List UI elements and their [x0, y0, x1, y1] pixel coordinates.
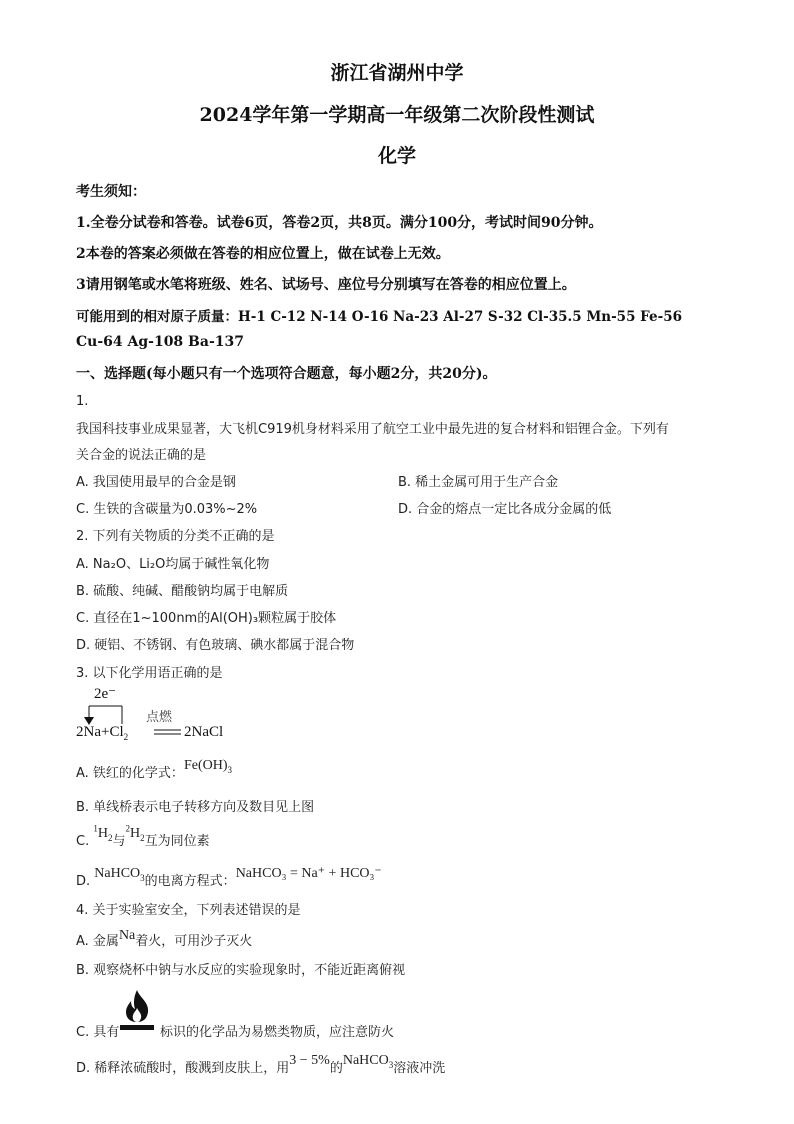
sodium-bicarbonate-solution: NaHCO$_3$ [342, 1053, 394, 1070]
q4-option-c-prefix: C. 具有 [76, 1025, 120, 1040]
subject-title: 化学 [377, 145, 416, 167]
q1-option-a: A. 我国使用最早的合金是钢 [76, 475, 236, 490]
exam-title: 2024学年第一学期高一年级第二次阶段性测试 [199, 104, 595, 126]
electron-transfer-equation [70, 684, 250, 746]
q3-option-b: B. 单线桥表示电子转移方向及数目见上图 [76, 800, 315, 815]
q3-stem: 3. 以下化学用语正确的是 [76, 666, 223, 681]
q1-number: 1. [76, 394, 89, 409]
q2-option-d: D. 硬铝、不锈钢、有色玻璃、碘水都属于混合物 [76, 638, 355, 653]
notice-item-3: 3请用钢笔或水笔将班级、姓名、试场号、座位号分别填写在答卷的相应位置上。 [76, 277, 576, 293]
atomic-masses-line-1: 可能用到的相对原子质量：H-1 C-12 N-14 O-16 Na-23 Al-27 S-32 Cl-35.5 Mn-55 Fe-56 [76, 309, 682, 325]
notice-heading: 考生须知： [76, 184, 146, 200]
notice-item-1: 1.全卷分试卷和答卷。试卷6页，答卷2页，共8页。满分100分，考试时间90分钟。 [76, 215, 603, 231]
q4-stem: 4. 关于实验室安全，下列表述错误的是 [76, 903, 301, 918]
q1-stem-line-2: 关合金的说法正确的是 [76, 448, 207, 463]
q3-option-a: A. 铁红的化学式：$Fe(OH)_3$ [76, 758, 232, 781]
q2-option-c: C. 直径在1~100nm的Al(OH)₃颗粒属于胶体 [76, 611, 337, 626]
q4-option-d: D. 稀释浓硫酸时，酸溅到皮肤上，用3 − 5%的NaHCO$_3$溶液冲洗 [76, 1053, 446, 1076]
iron-hydroxide-formula: $Fe(OH)_3$ [183, 758, 232, 775]
sodium-symbol: Na [118, 928, 136, 943]
q3-option-d: D. NaHCO$_3$的电离方程式：NaHCO₃ = Na⁺ + HCO₃⁻ [76, 866, 382, 889]
q1-stem-line-1: 我国科技事业成果显著，大飞机C919机身材料采用了航空工业中最先进的复合材料和铝锂合金。下列有 [76, 422, 669, 437]
sodium-bicarbonate-formula: NaHCO$_3$ [94, 866, 145, 883]
q4-option-a: A. 金属Na着火，可用沙子灭火 [76, 928, 253, 949]
q1-option-b: B. 稀土金属可用于生产合金 [398, 475, 559, 490]
hydrogen-isotope-2: $^2H_2$ [125, 823, 145, 843]
hydrogen-isotope-1: $^1H_2$ [93, 823, 113, 843]
flammable-hazard-icon [117, 988, 157, 1032]
q3-option-c: C. $^1H_2$与$^2H_2$互为同位素 [76, 823, 210, 849]
q4-option-c-text: 标识的化学品为易燃类物质，应注意防火 [160, 1025, 395, 1040]
concentration-range: 3 − 5% [289, 1053, 330, 1068]
ignition-condition-label: 点燃 [146, 710, 173, 725]
electron-count-label: 2e⁻ [94, 686, 117, 702]
equation-products: 2NaCl [184, 724, 224, 740]
notice-item-2: 2本卷的答案必须做在答卷的相应位置上，做在试卷上无效。 [76, 246, 450, 262]
equation-reactants: $2Na+Cl_2$ [76, 724, 129, 742]
q2-option-a: A. Na₂O、Li₂O均属于碱性氧化物 [76, 557, 270, 572]
atomic-masses-line-2: Cu-64 Ag-108 Ba-137 [76, 334, 244, 350]
q4-option-b: B. 观察烧杯中钠与水反应的实验现象时，不能近距离俯视 [76, 963, 406, 978]
school-title: 浙江省湖州中学 [330, 62, 464, 84]
q2-stem: 2. 下列有关物质的分类不正确的是 [76, 529, 275, 544]
ionization-equation: NaHCO₃ = Na⁺ + HCO₃⁻ [235, 866, 382, 881]
section-heading: 一、选择题(每小题只有一个选项符合题意，每小题2分，共20分)。 [76, 366, 497, 382]
q1-option-c: C. 生铁的含碳量为0.03%~2% [76, 502, 258, 517]
q1-option-d: D. 合金的熔点一定比各成分金属的低 [398, 502, 612, 517]
q2-option-b: B. 硫酸、纯碱、醋酸钠均属于电解质 [76, 584, 289, 599]
